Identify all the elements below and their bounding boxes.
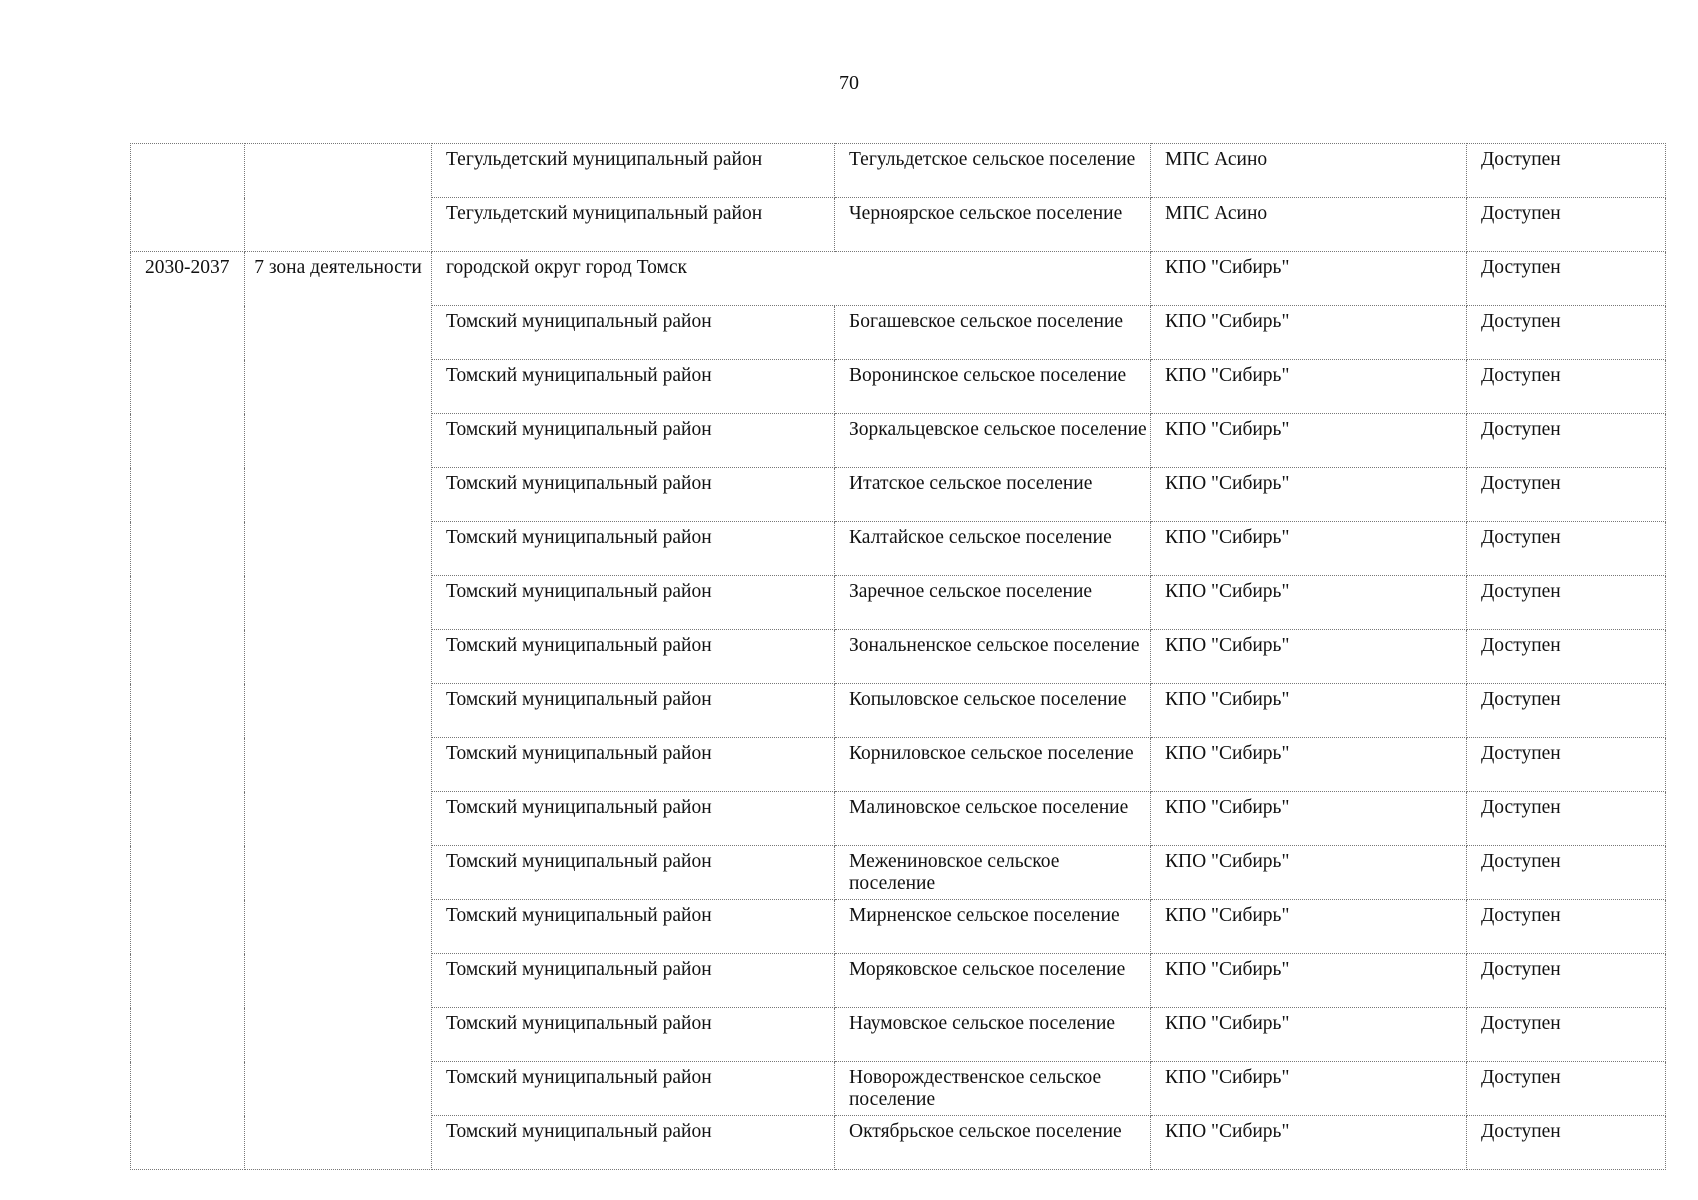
- operator-cell: МПС Асино: [1151, 198, 1467, 252]
- status-cell: Доступен: [1467, 630, 1666, 684]
- district-cell: Томский муниципальный район: [432, 630, 835, 684]
- settlement-cell: Калтайское сельское поселение: [835, 522, 1151, 576]
- city-district-cell: городской округ город Томск: [432, 252, 1151, 306]
- status-cell: Доступен: [1467, 1062, 1666, 1116]
- status-cell: Доступен: [1467, 414, 1666, 468]
- operator-cell: КПО "Сибирь": [1151, 306, 1467, 360]
- settlement-cell: Мирненское сельское поселение: [835, 900, 1151, 954]
- operator-cell: КПО "Сибирь": [1151, 900, 1467, 954]
- district-cell: Томский муниципальный район: [432, 684, 835, 738]
- district-cell: Томский муниципальный район: [432, 1116, 835, 1170]
- district-cell: Томский муниципальный район: [432, 576, 835, 630]
- status-cell: Доступен: [1467, 144, 1666, 198]
- operator-cell: КПО "Сибирь": [1151, 576, 1467, 630]
- zone-cell: 7 зона деятельности: [245, 252, 432, 1170]
- operator-cell: КПО "Сибирь": [1151, 738, 1467, 792]
- settlement-cell: Корниловское сельское поселение: [835, 738, 1151, 792]
- status-cell: Доступен: [1467, 1008, 1666, 1062]
- settlement-cell: Наумовское сельское поселение: [835, 1008, 1151, 1062]
- status-cell: Доступен: [1467, 792, 1666, 846]
- settlement-cell: Тегульдетское сельское поселение: [835, 144, 1151, 198]
- district-cell: Томский муниципальный район: [432, 792, 835, 846]
- district-cell: Томский муниципальный район: [432, 846, 835, 900]
- district-cell: Тегульдетский муниципальный район: [432, 144, 835, 198]
- district-cell: Томский муниципальный район: [432, 360, 835, 414]
- zone-table: [130, 143, 1666, 1170]
- table-row: [131, 252, 1666, 306]
- status-cell: Доступен: [1467, 738, 1666, 792]
- settlement-cell: Копыловское сельское поселение: [835, 684, 1151, 738]
- status-cell: Доступен: [1467, 846, 1666, 900]
- district-cell: Томский муниципальный район: [432, 1062, 835, 1116]
- zone-cell-empty: [245, 144, 432, 252]
- operator-cell: КПО "Сибирь": [1151, 1116, 1467, 1170]
- settlement-cell: Моряковское сельское поселение: [835, 954, 1151, 1008]
- operator-cell: КПО "Сибирь": [1151, 360, 1467, 414]
- settlement-cell: Зоркальцевское сельское поселение: [835, 414, 1151, 468]
- page-number: 70: [839, 72, 859, 94]
- operator-cell: КПО "Сибирь": [1151, 522, 1467, 576]
- settlement-cell: Заречное сельское поселение: [835, 576, 1151, 630]
- district-cell: Томский муниципальный район: [432, 468, 835, 522]
- settlement-cell: Черноярское сельское поселение: [835, 198, 1151, 252]
- operator-cell: КПО "Сибирь": [1151, 792, 1467, 846]
- status-cell: Доступен: [1467, 306, 1666, 360]
- district-cell: Томский муниципальный район: [432, 900, 835, 954]
- district-cell: Тегульдетский муниципальный район: [432, 198, 835, 252]
- status-cell: Доступен: [1467, 576, 1666, 630]
- settlement-cell: Октябрьское сельское поселение: [835, 1116, 1151, 1170]
- operator-cell: КПО "Сибирь": [1151, 1008, 1467, 1062]
- operator-cell: КПО "Сибирь": [1151, 1062, 1467, 1116]
- district-cell: Томский муниципальный район: [432, 954, 835, 1008]
- table-row: [131, 144, 1666, 198]
- settlement-cell: Итатское сельское поселение: [835, 468, 1151, 522]
- settlement-cell: Богашевское сельское поселение: [835, 306, 1151, 360]
- years-cell: 2030-2037: [131, 252, 245, 1170]
- operator-cell: КПО "Сибирь": [1151, 468, 1467, 522]
- operator-cell: КПО "Сибирь": [1151, 630, 1467, 684]
- operator-cell: КПО "Сибирь": [1151, 954, 1467, 1008]
- district-cell: Томский муниципальный район: [432, 1008, 835, 1062]
- settlement-cell: Межениновское сельское поселение: [835, 846, 1151, 900]
- status-cell: Доступен: [1467, 360, 1666, 414]
- district-cell: Томский муниципальный район: [432, 522, 835, 576]
- status-cell: Доступен: [1467, 252, 1666, 306]
- status-cell: Доступен: [1467, 954, 1666, 1008]
- status-cell: Доступен: [1467, 900, 1666, 954]
- operator-cell: КПО "Сибирь": [1151, 252, 1467, 306]
- status-cell: Доступен: [1467, 468, 1666, 522]
- district-cell: Томский муниципальный район: [432, 414, 835, 468]
- settlement-cell: Новорождественское сельское поселение: [835, 1062, 1151, 1116]
- operator-cell: КПО "Сибирь": [1151, 684, 1467, 738]
- operator-cell: КПО "Сибирь": [1151, 846, 1467, 900]
- operator-cell: МПС Асино: [1151, 144, 1467, 198]
- status-cell: Доступен: [1467, 1116, 1666, 1170]
- settlement-cell: Малиновское сельское поселение: [835, 792, 1151, 846]
- district-cell: Томский муниципальный район: [432, 738, 835, 792]
- district-cell: Томский муниципальный район: [432, 306, 835, 360]
- status-cell: Доступен: [1467, 684, 1666, 738]
- status-cell: Доступен: [1467, 522, 1666, 576]
- settlement-cell: Зональненское сельское поселение: [835, 630, 1151, 684]
- status-cell: Доступен: [1467, 198, 1666, 252]
- years-cell-empty: [131, 144, 245, 252]
- settlement-cell: Воронинское сельское поселение: [835, 360, 1151, 414]
- operator-cell: КПО "Сибирь": [1151, 414, 1467, 468]
